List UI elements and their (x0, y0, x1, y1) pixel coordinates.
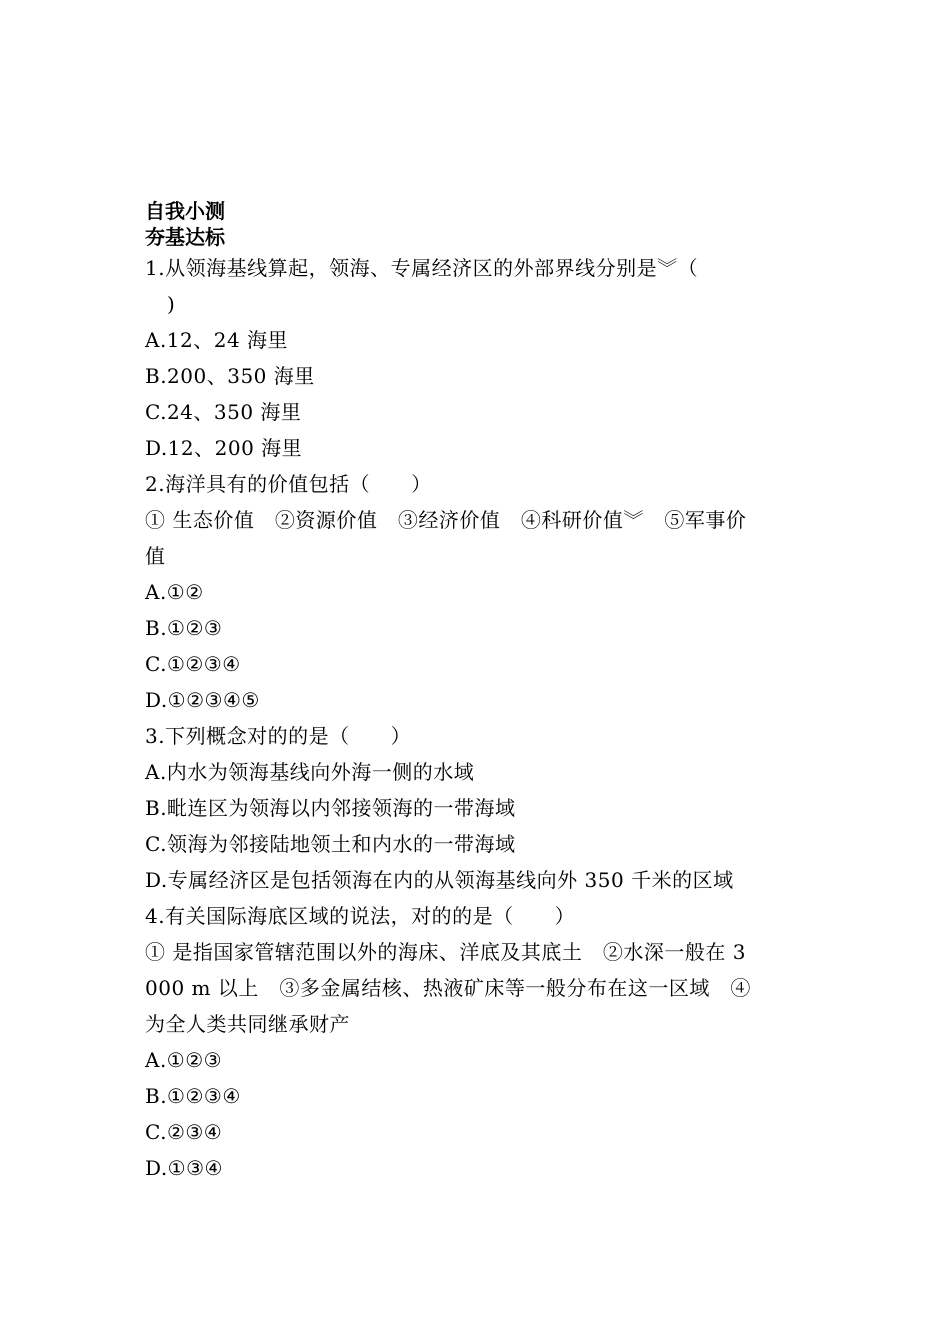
question-2 (145, 466, 815, 718)
subsection-title: 夯基达标 (145, 225, 225, 249)
question-3 (145, 718, 815, 898)
document-page (145, 198, 815, 1186)
question-stem-line: 1.从领海基线算起，领海、专属经济区的外部界线分别是︾（ (145, 256, 699, 280)
answer-option-a: A.内水为领海基线向外海一侧的水域 (145, 760, 475, 784)
question-stem-line: 000 m 以上 ③多金属结核、热液矿床等一般分布在这一区域 ④ (145, 976, 751, 1000)
answer-option-b: B.毗连区为领海以内邻接领海的一带海域 (145, 796, 516, 820)
answer-option-c: C.①②③④ (145, 652, 241, 676)
question-stem-line: 4.有关国际海底区域的说法，对的的是（ ） (145, 904, 576, 928)
answer-option-a: A.12、24 海里 (145, 328, 289, 352)
answer-option-a: A.①② (145, 580, 204, 604)
question-4 (145, 898, 815, 1186)
question-stem-line: 为全人类共同继承财产 (145, 1012, 350, 1036)
question-stem-line: 值 (145, 544, 166, 568)
answer-option-c: C.领海为邻接陆地领土和内水的一带海域 (145, 832, 516, 856)
answer-option-b: B.①②③④ (145, 1084, 241, 1108)
question-stem-line: ① 是指国家管辖范围以外的海床、洋底及其底土 ②水深一般在 3 (145, 940, 746, 964)
section-title: 自我小测 (145, 199, 225, 223)
answer-option-d: D.①②③④⑤ (145, 688, 260, 712)
question-stem-line: 3.下列概念对的的是（ ） (145, 724, 412, 748)
question-1 (145, 250, 815, 466)
question-stem-line: 2.海洋具有的价值包括（ ） (145, 472, 432, 496)
answer-option-d: D.12、200 海里 (145, 436, 303, 460)
answer-option-d: D.专属经济区是包括领海在内的从领海基线向外 350 千米的区域 (145, 868, 734, 892)
answer-option-b: B.200、350 海里 (145, 364, 315, 388)
answer-option-a: A.①②③ (145, 1048, 223, 1072)
answer-option-b: B.①②③ (145, 616, 223, 640)
question-stem-line: ) (167, 292, 176, 316)
answer-option-d: D.①③④ (145, 1156, 223, 1180)
answer-option-c: C.24、350 海里 (145, 400, 302, 424)
question-stem-line: ① 生态价值 ②资源价值 ③经济价值 ④科研价值︾ ⑤军事价 (145, 508, 747, 532)
answer-option-c: C.②③④ (145, 1120, 223, 1144)
